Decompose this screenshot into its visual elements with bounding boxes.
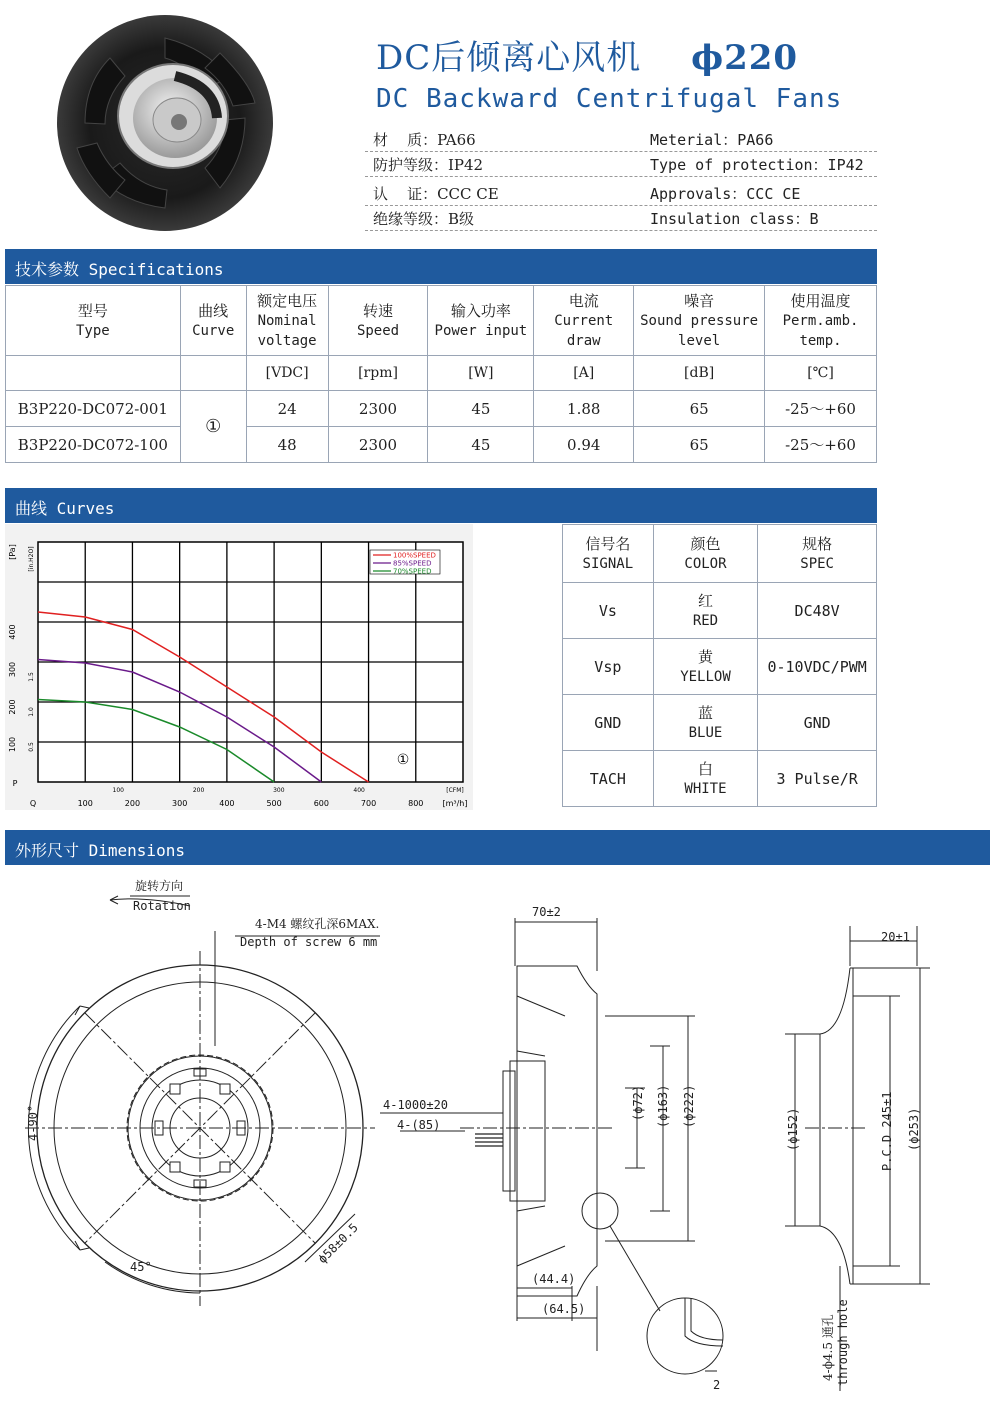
col-voltage: 额定电压 Nominal voltage	[246, 286, 328, 356]
rotation-cn: 旋转方向	[135, 879, 184, 893]
table-row: Vsp 黄 YELLOW 0-10VDC/PWM	[563, 639, 877, 695]
y-tick-label: 300	[8, 661, 17, 678]
dia-222: (ϕ222)	[682, 1084, 696, 1128]
hole-cn: 4-ϕ4.5 通孔	[821, 1314, 835, 1381]
table-row: B3P220-DC072-100 48 2300 45 0.94 65 -25～+60	[6, 427, 877, 463]
x-tick-label: 800	[408, 799, 424, 808]
protection-row: 防护等级：IP42 Type of protection：IP42	[365, 151, 877, 177]
hole-en: through hole	[836, 1299, 850, 1386]
x-tick-label: 400	[219, 799, 235, 808]
title-cn: DC后倾离心风机	[376, 38, 642, 78]
x-tick-label: 200	[124, 799, 141, 808]
dia-152: (ϕ152)	[786, 1107, 800, 1151]
y-unit2-label: [in.H2O]	[28, 546, 35, 572]
dim-44: (44.4)	[532, 1272, 576, 1286]
screw-cn: 4-M4 螺纹孔深6MAX.	[255, 917, 380, 931]
legend-entry: 85%SPEED	[393, 559, 432, 568]
col-current: 电流 Current draw	[534, 286, 634, 356]
col-speed: 转速 Speed	[328, 286, 428, 356]
y-tick-inh2o-label: 1.0	[28, 707, 35, 717]
legend-entry: 70%SPEED	[393, 567, 432, 576]
x-tick-cfm-label: 300	[273, 787, 285, 794]
width-70: 70±2	[532, 905, 561, 919]
angle-90: 4-90°	[26, 1104, 40, 1141]
approvals-row: 认 证：CCC CE Approvals：CCC CE	[365, 180, 877, 206]
title-size: ϕ220	[691, 38, 799, 78]
y-tick-inh2o-label: 0.5	[28, 742, 35, 752]
x-tick-label: 600	[313, 799, 329, 808]
axis-q-label: Q	[29, 799, 37, 808]
y-tick-label: 100	[8, 736, 17, 753]
pcd-245: P.C.D 245±1	[880, 1091, 894, 1171]
x-tick-label: 100	[77, 799, 93, 808]
dia-163: (ϕ163)	[656, 1084, 670, 1128]
axis-p-label: P	[12, 779, 18, 788]
angle-45: 45°	[130, 1260, 152, 1274]
table-row: B3P220-DC072-001 ① 24 2300 45 1.88 65 -25～+60	[6, 391, 877, 427]
spec-table	[5, 285, 877, 463]
col-type: 型号 Type	[6, 286, 181, 356]
y-unit-label: [Pa]	[8, 544, 17, 560]
x-tick-label: 500	[266, 799, 282, 808]
width-20: 20±1	[881, 930, 910, 944]
curve-ref: ①	[180, 391, 246, 463]
y-tick-label: 400	[8, 624, 17, 640]
curves-section-title: 曲线 Curves	[5, 488, 877, 523]
material-row: 材 质：PA66 Meterial：PA66	[365, 126, 877, 152]
col-power: 输入功率 Power input	[428, 286, 534, 356]
dim-2: 2	[713, 1378, 721, 1392]
x-tick-label: 700	[360, 799, 377, 808]
x-unit2-label: [CFM]	[446, 787, 464, 794]
y-tick-label: 200	[8, 699, 17, 715]
x-tick-cfm-label: 100	[112, 787, 125, 794]
signal-table	[562, 524, 877, 807]
product-photo	[55, 8, 285, 238]
col-temp: 使用温度 Perm.amb. temp.	[765, 286, 877, 356]
rotation-en: Rotation	[133, 899, 191, 913]
chart-svg	[5, 524, 473, 810]
x-unit-label: [m³/h]	[442, 799, 468, 808]
specs-section-title: 技术参数 Specifications	[5, 249, 877, 284]
page-title	[376, 30, 798, 79]
ring-view	[785, 926, 930, 1391]
col-noise: 噪音 Sound pressure level	[634, 286, 765, 356]
signal-header-row: 信号名 SIGNAL 颜色 COLOR 规格 SPEC	[563, 525, 877, 583]
table-row: Vs 红 RED DC48V	[563, 583, 877, 639]
performance-chart	[5, 524, 473, 810]
curve-label: ①	[396, 752, 410, 768]
table-row: TACH 白 WHITE 3 Pulse/R	[563, 751, 877, 807]
x-tick-cfm-label: 400	[353, 787, 365, 794]
legend-entry: 100%SPEED	[393, 551, 436, 560]
col-curve: 曲线 Curve	[180, 286, 246, 356]
spec-header-row	[6, 286, 877, 356]
x-tick-cfm-label: 200	[192, 787, 205, 794]
y-tick-inh2o-label: 1.5	[28, 672, 35, 682]
table-row: GND 蓝 BLUE GND	[563, 695, 877, 751]
x-tick-label: 300	[172, 799, 188, 808]
subtitle: DC Backward Centrifugal Fans	[376, 84, 843, 114]
screw-en: Depth of screw 6 mm	[240, 935, 378, 949]
dia-58: ϕ58±0.5	[315, 1220, 361, 1267]
lead-1000: 4-1000±20	[383, 1098, 449, 1112]
insulation-row: 绝缘等级：B级 Insulation class：B	[365, 205, 877, 231]
dia-253: (ϕ253)	[907, 1107, 921, 1151]
dia-72: (ϕ72)	[631, 1084, 645, 1121]
dimension-drawing	[5, 866, 990, 1416]
dimensions-section-title: 外形尺寸 Dimensions	[5, 830, 990, 865]
spec-unit-row: [VDC] [rpm] [W] [A] [dB] [℃]	[6, 356, 877, 391]
dim-64: (64.5)	[542, 1302, 586, 1316]
lead-85: 4-(85)	[397, 1118, 441, 1132]
